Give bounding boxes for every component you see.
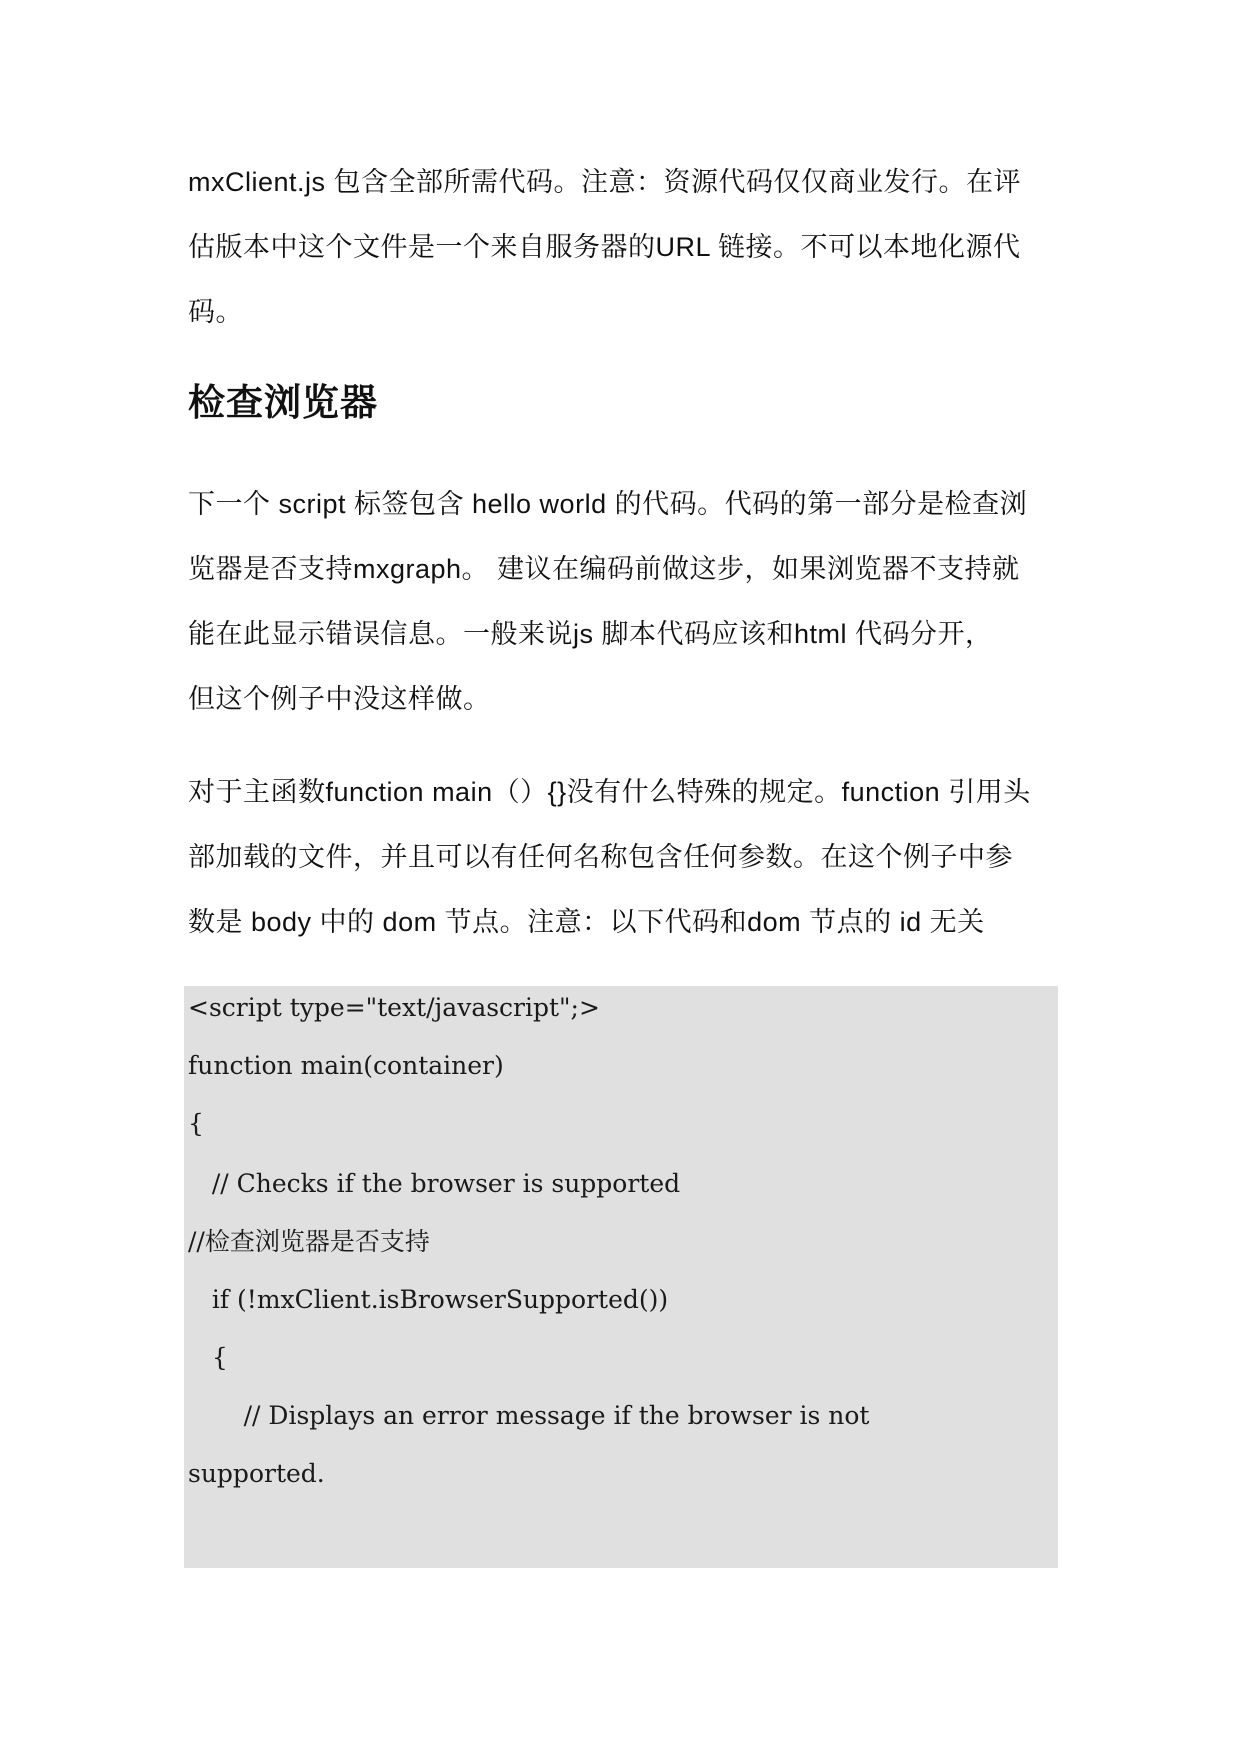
paragraph-line: 览器是否支持mxgraph。 建议在编码前做这步，如果浏览器不支持就 xyxy=(188,554,1020,584)
code-line: { xyxy=(188,1343,228,1372)
code-line: function main(container) xyxy=(188,1051,504,1080)
code-line: { xyxy=(188,1109,204,1138)
browser-check-paragraph xyxy=(188,472,1068,732)
main-function-paragraph xyxy=(188,760,1068,955)
code-block xyxy=(184,986,1058,1568)
code-line: if (!mxClient.isBrowserSupported()) xyxy=(188,1285,669,1314)
intro-paragraph xyxy=(188,150,1068,345)
paragraph-line: 部加载的文件，并且可以有任何名称包含任何参数。在这个例子中参 xyxy=(188,842,1013,872)
paragraph-line: 下一个 script 标签包含 hello world 的代码。代码的第一部分是检查浏 xyxy=(188,489,1028,519)
code-line: <script type="text/javascript";> xyxy=(188,993,600,1022)
paragraph-line: 对于主函数function main（）{}没有什么特殊的规定。function 引用头 xyxy=(188,777,1031,807)
code-line: // Checks if the browser is supported xyxy=(188,1169,681,1198)
paragraph-line: 码。 xyxy=(188,297,243,327)
code-line: // Displays an error message if the browser is not xyxy=(188,1401,870,1430)
paragraph-line: 能在此显示错误信息。一般来说js 脚本代码应该和html 代码分开， xyxy=(188,619,993,649)
paragraph-line: 估版本中这个文件是一个来自服务器的URL 链接。不可以本地化源代 xyxy=(188,232,1021,262)
paragraph-line: 数是 body 中的 dom 节点。注意：以下代码和dom 节点的 id 无关 xyxy=(188,907,985,937)
paragraph-line: 但这个例子中没这样做。 xyxy=(188,684,491,714)
code-line: supported. xyxy=(188,1459,325,1488)
code-line: //检查浏览器是否支持 xyxy=(188,1227,430,1256)
paragraph-line: mxClient.js 包含全部所需代码。注意：资源代码仅仅商业发行。在评 xyxy=(188,167,1022,197)
section-heading: 检查浏览器 xyxy=(188,382,378,423)
